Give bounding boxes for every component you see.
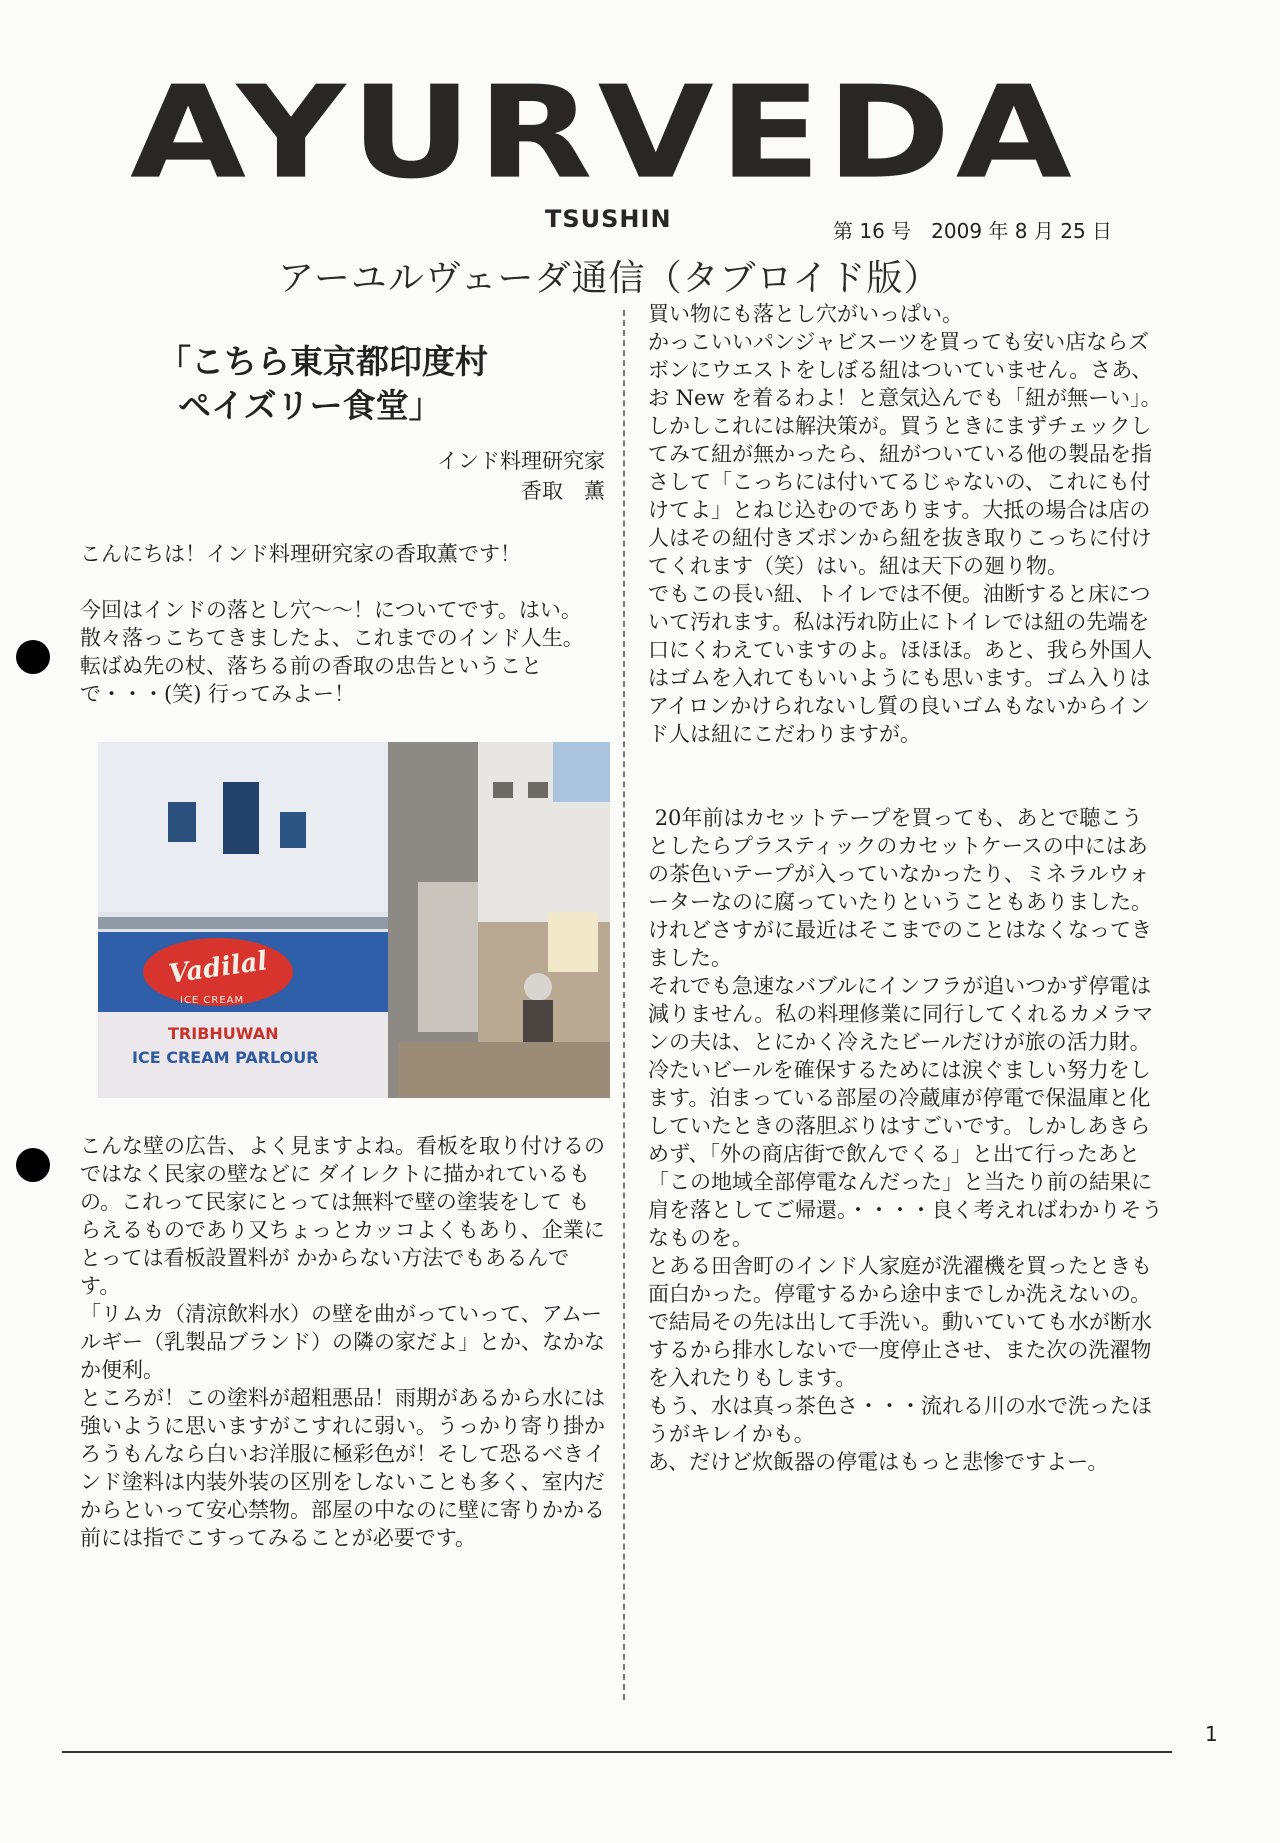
binder-hole-top (16, 640, 50, 674)
page-number: 1 (1205, 1722, 1218, 1746)
article-title-line1: 「こちら東京都印度村 (158, 342, 488, 381)
photo-sign-brand: Vadilal (166, 946, 270, 990)
shopping-paragraph: 買い物にも落とし穴がいっぱい。 かっこいいパンジャビスーツを買っても安い店ならズボンにウエストをしぼる紐はついていません。さあ、お New を着るわよ！と意気込んでも「紐が無ーい」。 しかしこれには解決策が。買うときにまずチェックしてみて紐が無かったら、紐がついている他の製品を指さして「こっちには付いてるじゃないの、これにも付けてよ」とねじ込むのであります。大抵の場合は店の人はその紐付きズボンから紐を抜き取りこっちに付けてくれます（笑）はい。紐は天下の廻り物。 でもこの長い紐、トイレでは不便。油断すると床について汚れます。私は汚れ防止にトイレでは紐の先端を口にくわえていますのよ。ほほほ。あと、我ら外国人はゴムを入れてもいいようにも思います。ゴム入りはアイロンかけられないし質の良いゴムもないからインド人は紐にこだわりますが。 (648, 302, 1162, 746)
column-divider (623, 310, 625, 1700)
photo-sign-sub: ICE CREAM (180, 995, 245, 1006)
wall-ad-paragraph: こんな壁の広告、よく見ますよね。看板を取り付けるのではなく民家の壁などに ダイレクトに描かれているもの。これって民家にとっては無料で壁の塗装をして もらえるものであり又ちょっとカッコよくもあり、企業にとっては看板設置料が かからない方法でもあるんです。 「リムカ（清涼飲料水）の壁を曲がっていって、アムールギー（乳製品ブランド）の隣の家だよ」とか、なかなか便利。 ところが！この塗料が超粗悪品！雨期があるから水には強いように思いますがこすれに弱い。うっかり寄り掛かろうもんなら白いお洋服に極彩色が！そして恐るべきインド塗料は内装外装の区別をしないことも多く、室内だからといって安心禁物。部屋の中なのに壁に寄りかかる前には指でこすってみることが必要です。 (80, 1134, 605, 1550)
left-column (80, 330, 605, 1552)
author-role: インド料理研究家 (437, 449, 605, 473)
topic-paragraph: 今回はインドの落とし穴〜〜！についてです。はい。散々落っこちてきましたよ、これまでのインド人生。 転ばぬ先の杖、落ちる前の香取の忠告ということで・・・(笑) 行ってみよー！ (80, 598, 584, 706)
article-title (158, 340, 605, 428)
masthead-title: AYURVEDA (130, 59, 1077, 208)
intro-paragraph: こんにちは！インド料理研究家の香取薫です！ (80, 542, 521, 566)
footer-rule (62, 1751, 1172, 1753)
blackout-paragraph: 20年前はカセットテープを買っても、あとで聴こうとしたらプラスティックのカセットケースの中にはあの茶色いテープが入っていなかったり、ミネラルウォーターなのに腐っていたりということもありました。けれどさすがに最近はそこまでのことはなくなってきました。 それでも急速なバブルにインフラが追いつかず停電は減りません。私の料理修業に同行してくれるカメラマンの夫は、とにかく冷えたビールだけが旅の活力財。冷たいビールを確保するためには涙ぐましい努力をします。泊まっている部屋の冷蔵庫が停電で保温庫と化していたときの落胆ぶりはすごいです。しかしあきらめず、「外の商店街で飲んでくる」と出て行ったあと「この地域全部停電なんだった」と当たり前の結果に肩を落としてご帰還。・・・・良く考えればわかりそうなものを。 とある田舎町のインド人家庭が洗濯機を買ったときも面白かった。停電するから途中までしか洗えないの。で結局その先は出して手洗い。動いていても水が断水するから排水しないで一度停止させ、また次の洗濯物を入れたりもします。 もう、水は真っ茶色さ・・・流れる川の水で洗ったほうがキレイかも。 あ、だけど炊飯器の停電はもっと悲惨ですよー。 (648, 806, 1163, 1474)
photo-sign-line2: ICE CREAM PARLOUR (132, 1048, 319, 1067)
masthead-subtitle: TSUSHIN (545, 205, 672, 233)
binder-hole-bottom (16, 1148, 50, 1182)
article-title-line2: ペイズリー食堂」 (178, 386, 442, 425)
street-photo (98, 742, 610, 1098)
photo-sign-line1: TRIBHUWAN (168, 1024, 279, 1043)
issue-date: 第 16 号 2009 年 8 月 25 日 (833, 219, 1113, 243)
right-column (648, 300, 1163, 1476)
newsletter-subtitle: アーユルヴェーダ通信（タブロイド版） (278, 258, 941, 299)
author-block (80, 446, 605, 506)
author-name: 香取 薫 (521, 479, 605, 503)
